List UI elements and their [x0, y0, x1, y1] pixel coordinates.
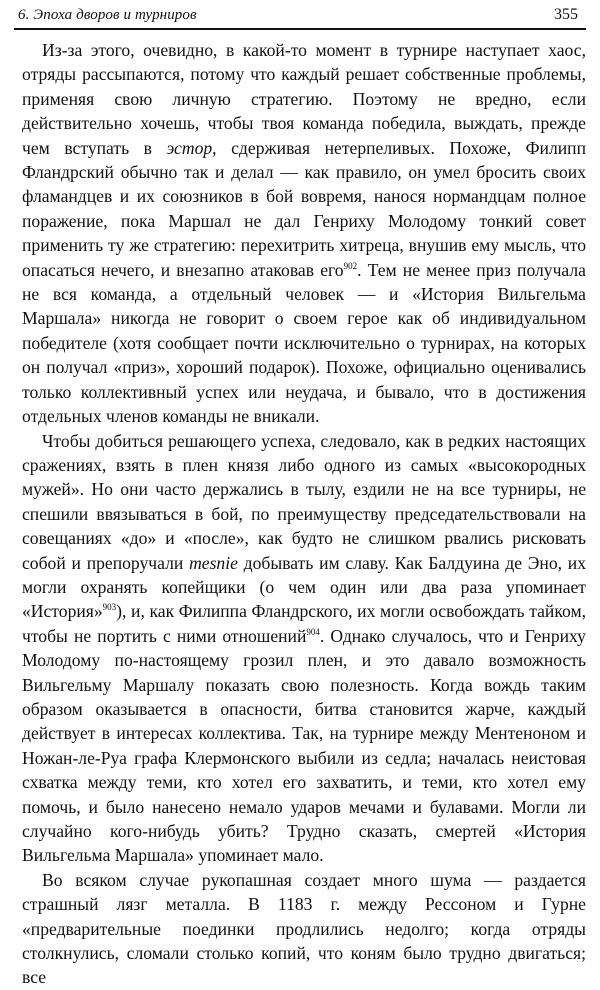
- paragraph-2-text-a: Чтобы добиться решающего успеха, следовало, как в редких настоящих сражениях, взять в плен князя либо одного из самых «высокородных мужей». Но они часто держались в тылу, ездили не на все турниры, не спешили ввязываться в бой, по преимуществу председательствовали на совещаниях «до» и «после», как будто не слишком рвались рисковать собой и препоручали: [22, 430, 586, 573]
- page-number: 355: [554, 6, 578, 23]
- paragraph-1-text-c: . Тем не менее приз получала не вся команда, а отдельный человек — и «История Вильгельма Маршала» никогда не говорит о своем герое как об индивидуальном победителе (хотя сообщает почти исключительно о турнирах, на которых он получал «приз», хороший подарок). Похоже, официально оценивались только коллективный успех или неудача, и бывало, что в достижения отдельных членов команды не вникали.: [22, 259, 586, 427]
- paragraph-2: [22, 429, 586, 868]
- term-estor: эстор: [166, 137, 213, 158]
- chapter-title: 6. Эпоха дворов и турниров: [18, 7, 197, 23]
- paragraph-3: [22, 868, 586, 990]
- term-mesnie: mesnie: [189, 552, 238, 573]
- footnote-ref-904: 904: [306, 626, 320, 637]
- paragraph-3-text: Во всяком случае рукопашная создает много шума — раздается страшный лязг металла. В 1183 г. между Рессоном и Гурне «предварительные поединки продлились недолго; когда отряды столкнулись, сломали столько копий, что коням было трудно двигаться; все: [22, 869, 586, 988]
- footnote-ref-902: 902: [343, 260, 358, 271]
- paragraph-1-text-a: Из-за этого, очевидно, в какой-то момент в турнире наступает хаос, отряды рассыпаются, потому что каждый решает собственные проблемы, применяя свою личную стратегию. Поэтому не вредно, если действительно хочешь, чтобы твоя команда победила, выждать, прежде чем вступать в: [22, 40, 586, 158]
- running-header: [14, 6, 586, 30]
- paragraph-2-text-c: ), и, как Филиппа Фландрского, их могли освобождать тайком, чтобы не портить с ними отношений: [22, 601, 586, 646]
- paragraph-1: [22, 38, 586, 429]
- paragraph-2-text-b: добывать им славу. Как Балдуина де Эно, их могли охранять копейщики (о чем один или два раза упоминает «История»: [22, 552, 587, 622]
- footnote-ref-903: 903: [102, 602, 117, 613]
- paragraph-1-text-b: , сдерживая нетерпеливых. Похоже, Филипп Фландрский обычно так и делал — как правило, он умел бросить своих фламандцев и их союзников в бой вовремя, нанося нормандцам полное поражение, пока Маршал не дал Генриху Молодому тонкий совет применить ту же стратегию: перехитрить хитреца, внушив ему мысль, что опасаться нечего, и внезапно атаковав его: [22, 137, 586, 280]
- body-text: [22, 38, 586, 990]
- paragraph-2-text-d: . Однако случалось, что и Генриху Молодому по-настоящему грозил плен, и это давало возможность Вильгельму Маршалу показать свою полезность. Когда вождь таким образом оказывается в опасности, битва становится жарче, каждый действует в интересах коллектива. Так, на турнире между Ментеноном и Ножан-ле-Руа графа Клермонского выбили из седла; началась неистовая схватка между теми, кто хотел его захватить, и теми, кто хотел ему помочь, и было нанесено немало ударов мечами и булавами. Могли ли случайно кого-нибудь убить? Трудно сказать, смертей «История Вильгельма Маршала» упоминает мало.: [22, 625, 586, 866]
